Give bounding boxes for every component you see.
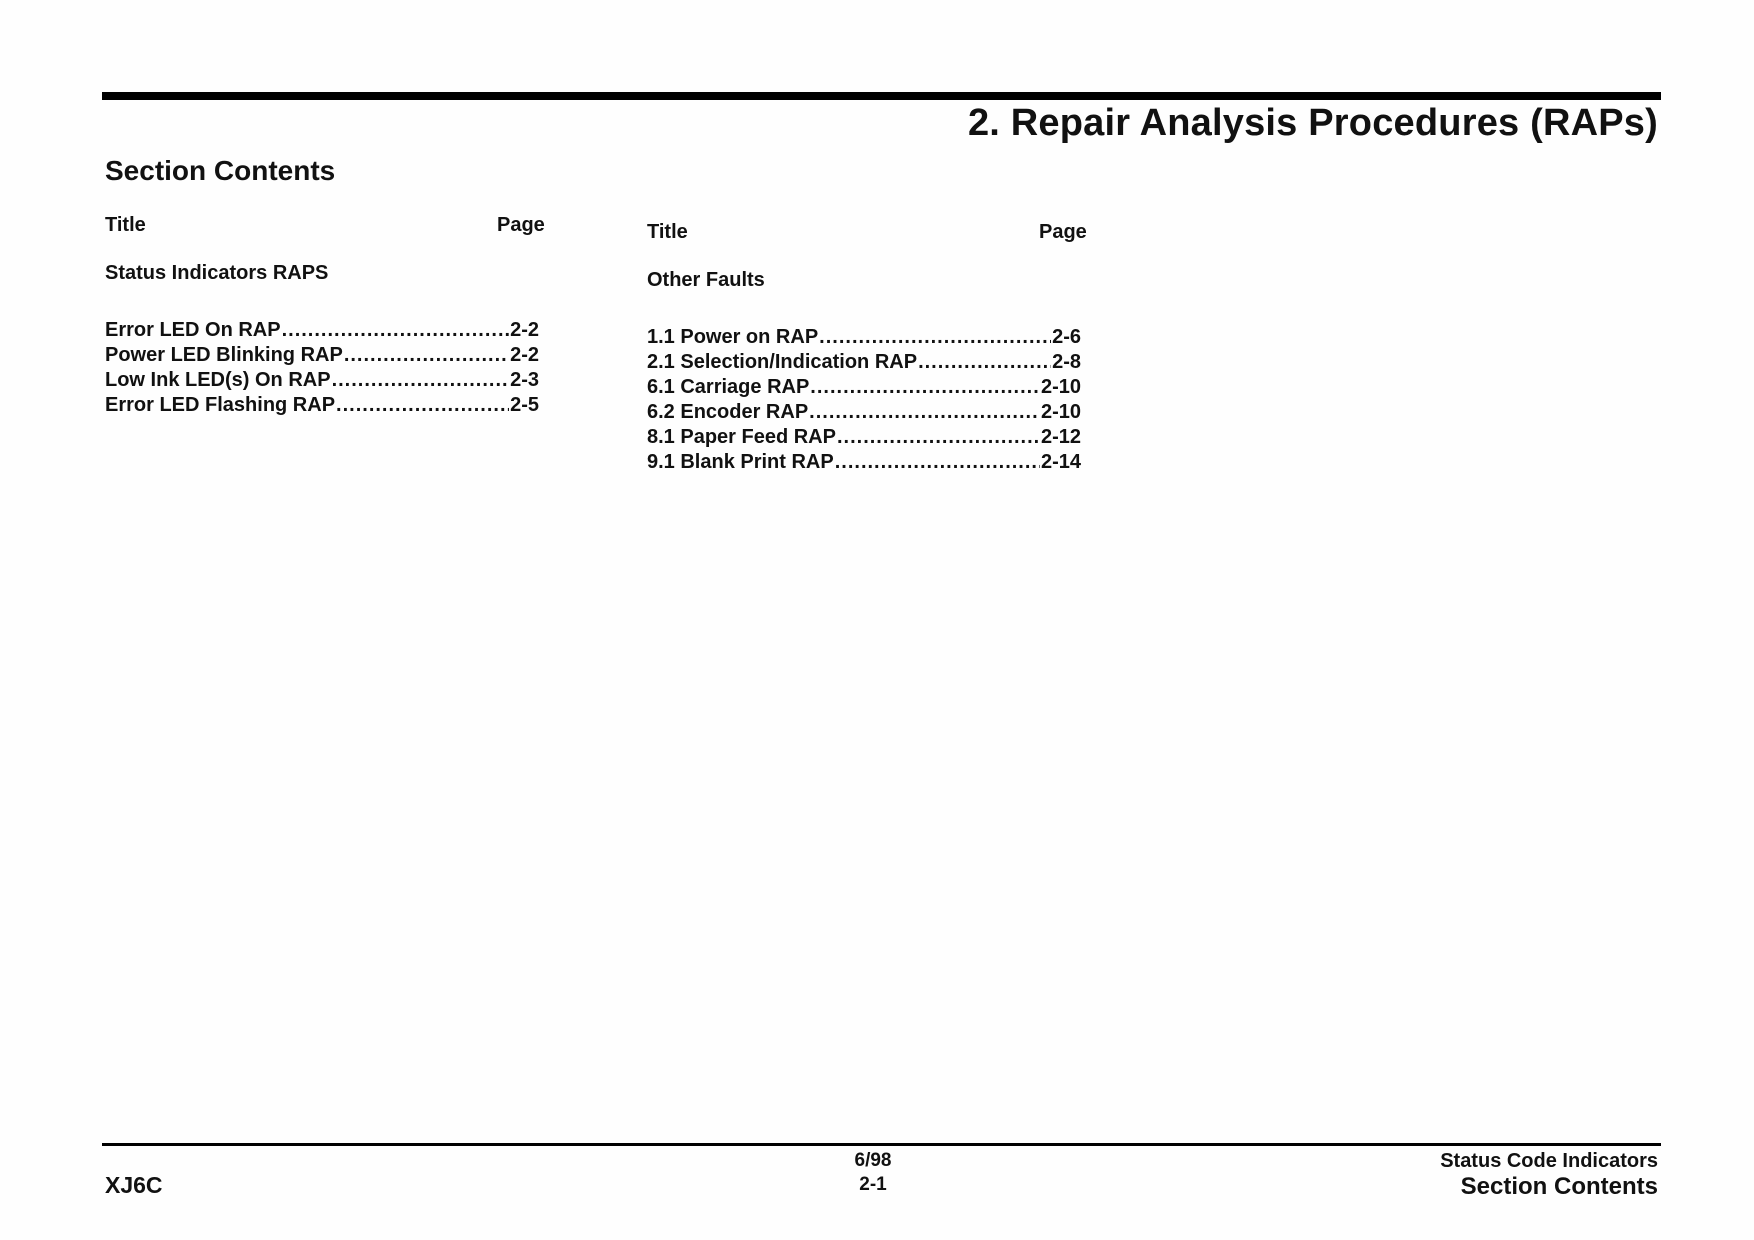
chapter-title: 2. Repair Analysis Procedures (RAPs)	[967, 102, 1658, 144]
toc-entry[interactable]	[647, 450, 1081, 475]
dot-leader	[336, 393, 509, 418]
footer-date: 6/98	[854, 1150, 892, 1171]
toc-entry-title: 6.1 Carriage RAP	[647, 376, 810, 398]
toc-entry-page: 2-2	[510, 344, 539, 366]
dot-leader	[282, 318, 510, 343]
group-title: Status Indicators RAPS	[105, 262, 329, 284]
column-header	[647, 221, 1092, 247]
toc-entry[interactable]	[105, 393, 539, 418]
column-header-page: Page	[1039, 221, 1087, 243]
toc-entry-page: 2-8	[1052, 351, 1081, 373]
toc-entry-page: 2-5	[510, 394, 539, 416]
footer-right	[1440, 1149, 1658, 1201]
toc-entry[interactable]	[105, 343, 539, 368]
contents-column-right	[647, 221, 1092, 475]
toc-entry-page: 2-10	[1040, 401, 1081, 423]
column-header	[105, 214, 550, 240]
toc-entry-title: Error LED On RAP	[105, 319, 281, 341]
dot-leader	[918, 350, 1051, 375]
toc-entry-title: 8.1 Paper Feed RAP	[647, 426, 836, 448]
toc-entry-title: 6.2 Encoder RAP	[647, 401, 809, 423]
toc-entry-page: 2-6	[1052, 326, 1081, 348]
footer-page-number: 2-1	[859, 1174, 887, 1195]
toc-entry-title: Power LED Blinking RAP	[105, 344, 343, 366]
toc-entry[interactable]	[647, 325, 1081, 350]
toc-entry-title: Low Ink LED(s) On RAP	[105, 369, 331, 391]
column-header-title: Title	[105, 214, 146, 236]
header-rule	[102, 92, 1661, 100]
dot-leader	[809, 400, 1040, 425]
toc-entry-title: 9.1 Blank Print RAP	[647, 451, 834, 473]
toc-entry-page: 2-3	[510, 369, 539, 391]
footer-subject: Status Code Indicators	[1440, 1150, 1658, 1172]
footer-section: Section Contents	[1460, 1173, 1658, 1200]
toc-entry-title: Error LED Flashing RAP	[105, 394, 336, 416]
dot-leader	[344, 343, 509, 368]
toc-entry-title: 2.1 Selection/Indication RAP	[647, 351, 918, 373]
footer-rule	[102, 1143, 1661, 1146]
toc-list	[647, 325, 1092, 475]
dot-leader	[837, 425, 1040, 450]
toc-entry[interactable]	[105, 368, 539, 393]
dot-leader	[835, 450, 1040, 475]
dot-leader	[332, 368, 510, 393]
dot-leader	[819, 325, 1051, 350]
footer-model: XJ6C	[105, 1172, 163, 1198]
contents-column-left	[105, 214, 550, 418]
footer-center	[823, 1149, 923, 1197]
column-header-page: Page	[497, 214, 545, 236]
toc-entry[interactable]	[647, 400, 1081, 425]
toc-entry-title: 1.1 Power on RAP	[647, 326, 819, 348]
toc-list	[105, 318, 550, 418]
column-header-title: Title	[647, 221, 688, 243]
toc-entry-page: 2-12	[1040, 426, 1081, 448]
toc-entry[interactable]	[105, 318, 539, 343]
dot-leader	[810, 375, 1040, 400]
toc-entry[interactable]	[647, 350, 1081, 375]
toc-entry[interactable]	[647, 425, 1081, 450]
toc-entry-page: 2-14	[1040, 451, 1081, 473]
toc-entry[interactable]	[647, 375, 1081, 400]
section-heading: Section Contents	[105, 155, 336, 186]
toc-entry-page: 2-10	[1040, 376, 1081, 398]
group-title: Other Faults	[647, 269, 765, 291]
toc-entry-page: 2-2	[510, 319, 539, 341]
